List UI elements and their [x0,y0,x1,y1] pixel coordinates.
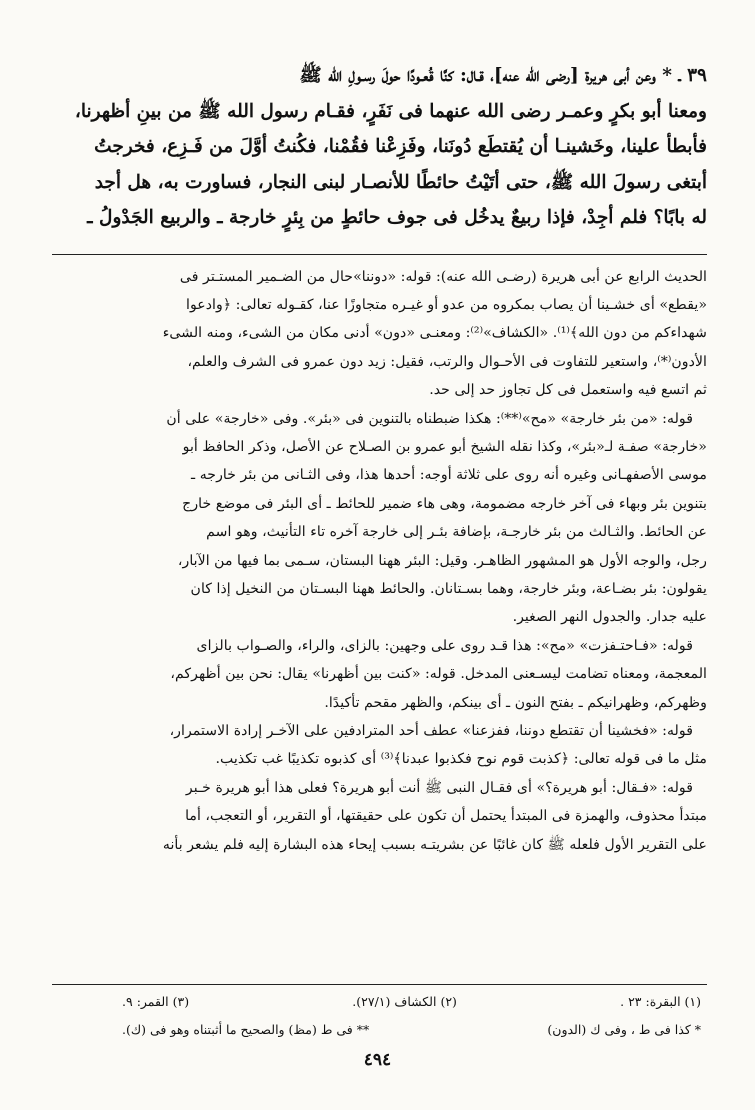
commentary-line: الحديث الرابع عن أبى هريرة (رضـى الله عنه): قوله: «دوننا»حال من الضـمير المستـتر فى [179,268,707,285]
footnote-star-1: * كذا فى ط ، وفى ك (الدون) [547,1022,701,1037]
hadith-line: فأبطأ علينا، وخَشينـا أن يُقتطَع دُونَنا، وفَزِعْنا فقُمْنا، فكُنتُ أوَّلَ من فَـزِع، فخرجتُ [94,136,707,157]
hadith-text [52,58,707,236]
section-divider [52,254,707,255]
commentary-text [52,263,707,860]
commentary-line: وظهركم، وظهرانيكم ـ بفتح النون ـ أى بينكم، والظهر مقحم تأكيدًا. [324,694,707,711]
commentary-line: قوله: «فـاحتـفزت» «مح»: هذا قـد روى على وجهين: بالزاى، والراء، والصـواب بالزاى [196,637,693,654]
hadith-line: ٣٩ ـ * وعن أبى هريرة [رضى الله عنه]، قـال: كنَّا قُعـودًا حولَ رسـولِ الله ﷺ [299,65,707,86]
commentary-line: ثم اتسع فيه واستعمل فى كل تجاوز حد إلى حد. [429,382,707,399]
footnote-3: (٣) القمر: ٩. [122,994,190,1009]
commentary-line: قوله: «فخشينا أن تقتطع دوننا، ففزعنا» عطف أحد المترادفين على الآخـر إرادة الاستمرار، [169,723,693,739]
commentary-line: مثل ما فى قوله تعالى: ﴿كذبت قوم نوح فكذبوا عبدنا﴾⁽³⁾ أى كذبوه تكذيبًا غب تكذيب. [215,751,707,768]
commentary-line: على التقرير الأول فلعله ﷺ كان غائبًا عن بشريتـه بسبب إيحاء هذه البشارة إليه فلم يشعر بأنه [162,836,707,853]
commentary-line: بتنوين بئر وبهاء فى آخر خارجه مضمومة، وهى هاء ضمير للحائط ـ أى البئر فى موضع خارج [182,495,707,512]
hadith-line: أبتغى رسولَ الله ﷺ، حتى أتَيْتُ حائطًا للأنصـار لبنى النجار، فساورت به، هل أجد [94,171,707,193]
commentary-line: «خارجة» صفـة لـ«بئر»، وكذا نقله الشيخ أبو عمرو بن الصـلاح عن الأصل، وذكر الحافظ أبو [182,438,707,455]
page-number: ٤٩٤ [363,1050,392,1070]
page-body [52,58,707,859]
footnote-1: (١) البقرة: ٢٣ . [620,994,701,1009]
commentary-line: الأدون⁽*⁾، واستعير للتفاوت فى الأحـوال والرتب، فقيل: زيد دون عمرو فى الشرف والعلم، [187,353,707,370]
footnote-divider [52,984,707,985]
commentary-line: «يقطع» أى خشـينا أن يصاب بمكروه من عدو أو غيـره متجاوزًا عنا، كقـوله تعالى: ﴿وادعوا [186,296,707,313]
commentary-line: قوله: «من بئر خارجة» «مح»⁽**⁾: هكذا ضبطناه بالتنوين فى «بئر». وفى «خارجة» على أن [166,410,693,427]
commentary-line: موسى الأصفهـانى وغيره أنه روى على ثلاثة أوجه: أحدها هذا، وفى الثـانى من بئر خارجه ـ [191,467,707,484]
commentary-line: عن الحائط. والثـالث من بئر خارجـة، بإضافة بئـر إلى خارجة آخره تاء التأنيث، وهو اسم [206,524,707,541]
commentary-line: مبتدأ محذوف، والهمزة فى المبتدأ يحتمل أن تكون على حقيقتها، أو التقرير، أو التعجب، أما [185,808,707,825]
footnote-2: (٢) الكشاف (٢٧/١). [352,994,457,1009]
commentary-line: شهداءكم من دون الله﴾⁽¹⁾. «الكشاف»⁽²⁾: ومعنـى «دون» أدنى مكان من الشىء، ومنه الشىء [162,325,707,342]
footnote-row [52,994,707,1009]
hadith-line: ومعنا أبو بكرٍ وعمـر رضى الله عنهما فى نَفَرٍ، فقـام رسول الله ﷺ من بينِ أظهرنا، [74,100,707,122]
commentary-line: قوله: «فـقال: أبو هريرة؟» أى فقـال النبى ﷺ أنت أبو هريرة؟ فعلى هذا أبو هريرة خـبر [185,779,693,796]
footnote-row [52,1022,707,1037]
commentary-line: يقولون: بئر بضـاعة، وبئر خارجة، وهما بسـتانان. والحائط ههنا البسـتان من النخيل إذا كان [190,580,707,597]
footnote-star-2: ** فى ط (مظ) والصحيح ما أثبتناه وهو فى (ك). [122,1022,370,1037]
commentary-line: عليه جدار. والجدول النهر الصغير. [512,609,707,626]
commentary-line: المعجمة، ومعناه تضامت ليسـعنى المدخل. قوله: «كنت بين أظهرنا» يقال: نحن بين أظهركم، [170,666,707,683]
hadith-line: له بابًا؟ فلم أجِدْ، فإذا ربيعٌ يدخُل فى جوف حائطٍ من بِئرٍ خارجة ـ والربيع الجَدْولُ ـ [87,207,707,228]
commentary-line: رجل، والوجه الأول هو المشهور الظاهـر. وقيل: البئر ههنا البستان، سـمى بما فيها من الآبار، [177,552,707,569]
